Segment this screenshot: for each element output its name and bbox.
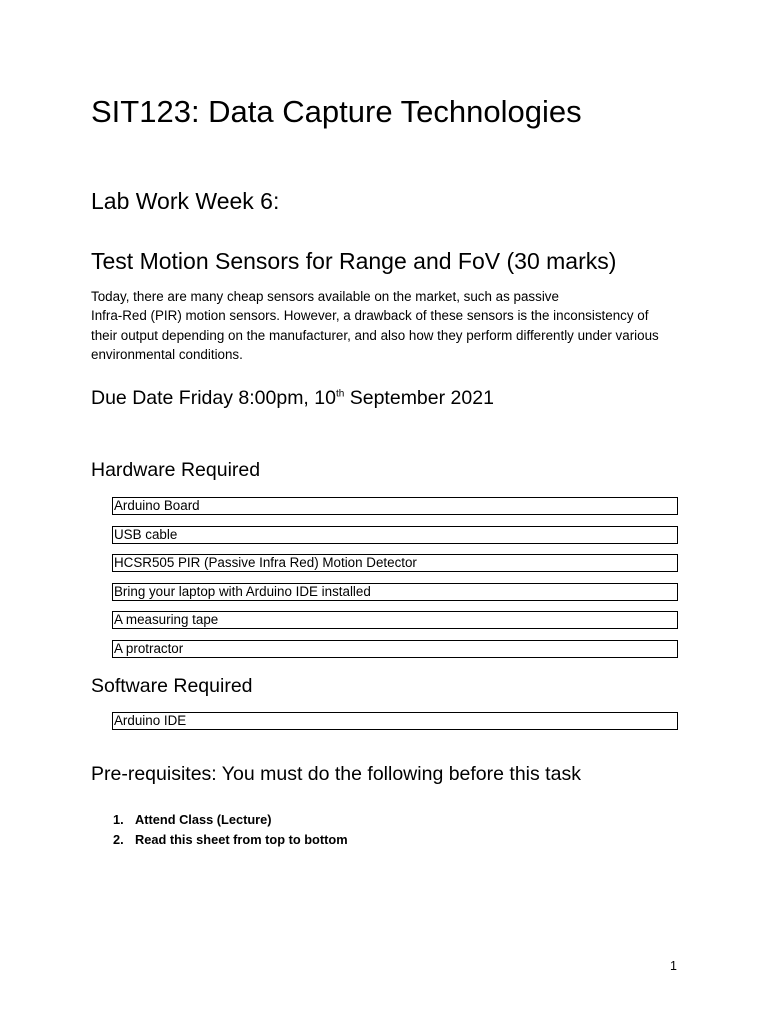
- software-item: Arduino IDE: [112, 712, 678, 730]
- hardware-item: USB cable: [112, 526, 678, 544]
- prerequisite-number: 1.: [113, 812, 124, 827]
- hardware-item: A measuring tape: [112, 611, 678, 629]
- prerequisite-text: Read this sheet from top to bottom: [135, 832, 348, 847]
- hardware-item: A protractor: [112, 640, 678, 658]
- due-date: [91, 385, 494, 411]
- intro-paragraph: [91, 287, 691, 364]
- page-number: 1: [670, 959, 677, 973]
- intro-line: their output depending on the manufacturer, and also how they perform differently under various: [91, 327, 659, 343]
- due-date-prefix: Due Date Friday 8:00pm, 10: [91, 387, 336, 409]
- intro-line: Infra-Red (PIR) motion sensors. However, a drawback of these sensors is the inconsistency of: [91, 308, 649, 324]
- software-heading: Software Required: [91, 675, 253, 697]
- intro-line: environmental conditions.: [91, 346, 243, 362]
- prerequisite-item: [113, 810, 348, 830]
- prerequisite-number: 2.: [113, 832, 124, 847]
- hardware-list: [112, 497, 678, 668]
- prerequisite-text: Attend Class (Lecture): [135, 812, 272, 827]
- task-heading: Test Motion Sensors for Range and FoV (30 marks): [91, 248, 617, 274]
- prerequisite-item: [113, 830, 348, 850]
- software-list: [112, 712, 678, 741]
- due-date-superscript: th: [335, 388, 345, 400]
- prerequisites-heading: Pre-requisites: You must do the following before this task: [91, 763, 581, 785]
- hardware-item: Bring your laptop with Arduino IDE installed: [112, 583, 678, 601]
- hardware-item: HCSR505 PIR (Passive Infra Red) Motion Detector: [112, 554, 678, 572]
- hardware-heading: Hardware Required: [91, 459, 261, 481]
- due-date-suffix: September 2021: [344, 387, 494, 409]
- prerequisites-list: [113, 810, 348, 850]
- document-title: SIT123: Data Capture Technologies: [91, 94, 582, 129]
- hardware-item: Arduino Board: [112, 497, 678, 515]
- lab-week-heading: Lab Work Week 6:: [91, 188, 280, 214]
- intro-line: Today, there are many cheap sensors available on the market, such as passive: [91, 289, 559, 304]
